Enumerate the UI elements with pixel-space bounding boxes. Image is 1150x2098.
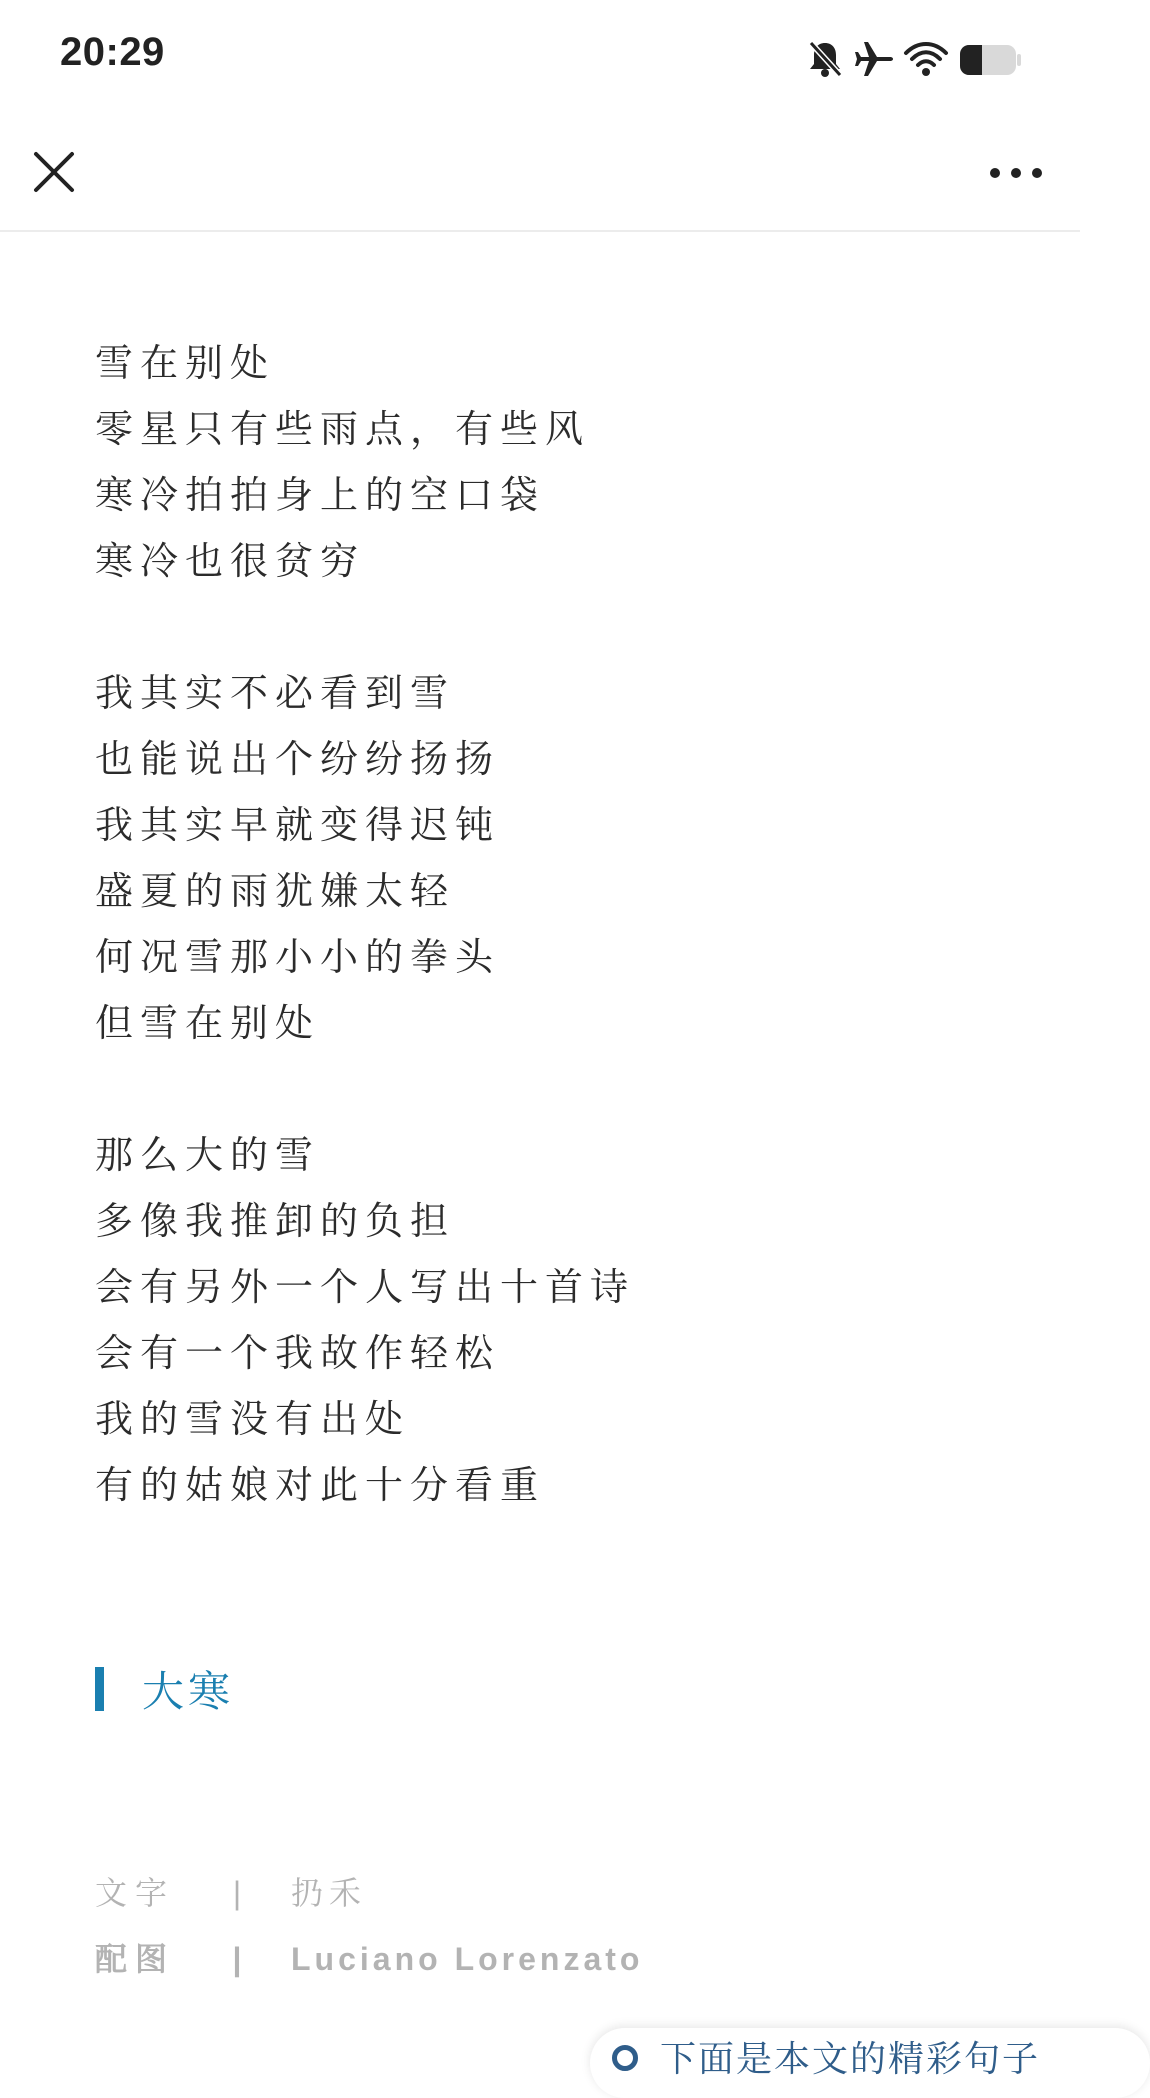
highlight-quotes-label: 下面是本文的精彩句子	[660, 2038, 1041, 2080]
credit-separator: |	[232, 1941, 242, 1977]
poem-line: 盛夏的雨犹嫌太轻	[95, 869, 456, 913]
poem-stanza	[95, 660, 995, 1056]
poem-line: 何况雪那小小的拳头	[95, 935, 501, 979]
more-button[interactable]	[978, 140, 1054, 208]
status-icons	[806, 36, 1022, 82]
quote-icon	[612, 2045, 638, 2071]
close-icon	[32, 150, 76, 198]
credit-image-label: 配图	[95, 1940, 176, 1978]
poem-stanza	[95, 1122, 995, 1518]
poem-line: 多像我推卸的负担	[95, 1199, 456, 1243]
poem-line: 雪在别处	[95, 341, 276, 385]
heading-accent-bar	[95, 1667, 104, 1711]
status-time: 20:29	[60, 30, 165, 74]
poem-line: 那么大的雪	[95, 1133, 321, 1177]
poem-stanza	[95, 330, 995, 594]
nav-bar	[0, 118, 1080, 232]
credit-text-label: 文字	[95, 1874, 176, 1912]
poem-line: 寒冷拍拍身上的空口袋	[95, 473, 546, 517]
credit-image-row	[95, 1926, 643, 1992]
section-heading	[95, 1666, 235, 1716]
credit-text-row	[95, 1860, 643, 1926]
poem-line: 寒冷也很贫穷	[95, 539, 366, 583]
poem-line: 有的姑娘对此十分看重	[95, 1463, 546, 1507]
poem-line: 我其实不必看到雪	[95, 671, 456, 715]
credits	[95, 1860, 643, 1992]
article-body	[95, 330, 995, 1584]
poem-line: 会有一个我故作轻松	[95, 1331, 501, 1375]
airplane-icon	[854, 39, 894, 79]
credit-text-author: 扔禾	[291, 1874, 368, 1912]
bell-off-icon	[806, 39, 844, 79]
poem-line: 会有另外一个人写出十首诗	[95, 1265, 636, 1309]
section-title: 大寒	[142, 1667, 235, 1716]
wifi-icon	[904, 39, 948, 79]
more-horizontal-icon	[988, 165, 1044, 184]
credit-image-author: Luciano Lorenzato	[291, 1941, 644, 1977]
poem-line: 但雪在别处	[95, 1001, 321, 1045]
status-bar	[0, 0, 1080, 118]
highlight-quotes-button[interactable]	[590, 2028, 1150, 2098]
poem-line: 我其实早就变得迟钝	[95, 803, 501, 847]
battery-icon	[958, 39, 1022, 79]
poem-line: 我的雪没有出处	[95, 1397, 411, 1441]
credit-separator: |	[232, 1875, 242, 1911]
poem-line: 也能说出个纷纷扬扬	[95, 737, 501, 781]
close-button[interactable]	[20, 140, 88, 208]
poem-line: 零星只有些雨点，有些风	[95, 407, 591, 451]
